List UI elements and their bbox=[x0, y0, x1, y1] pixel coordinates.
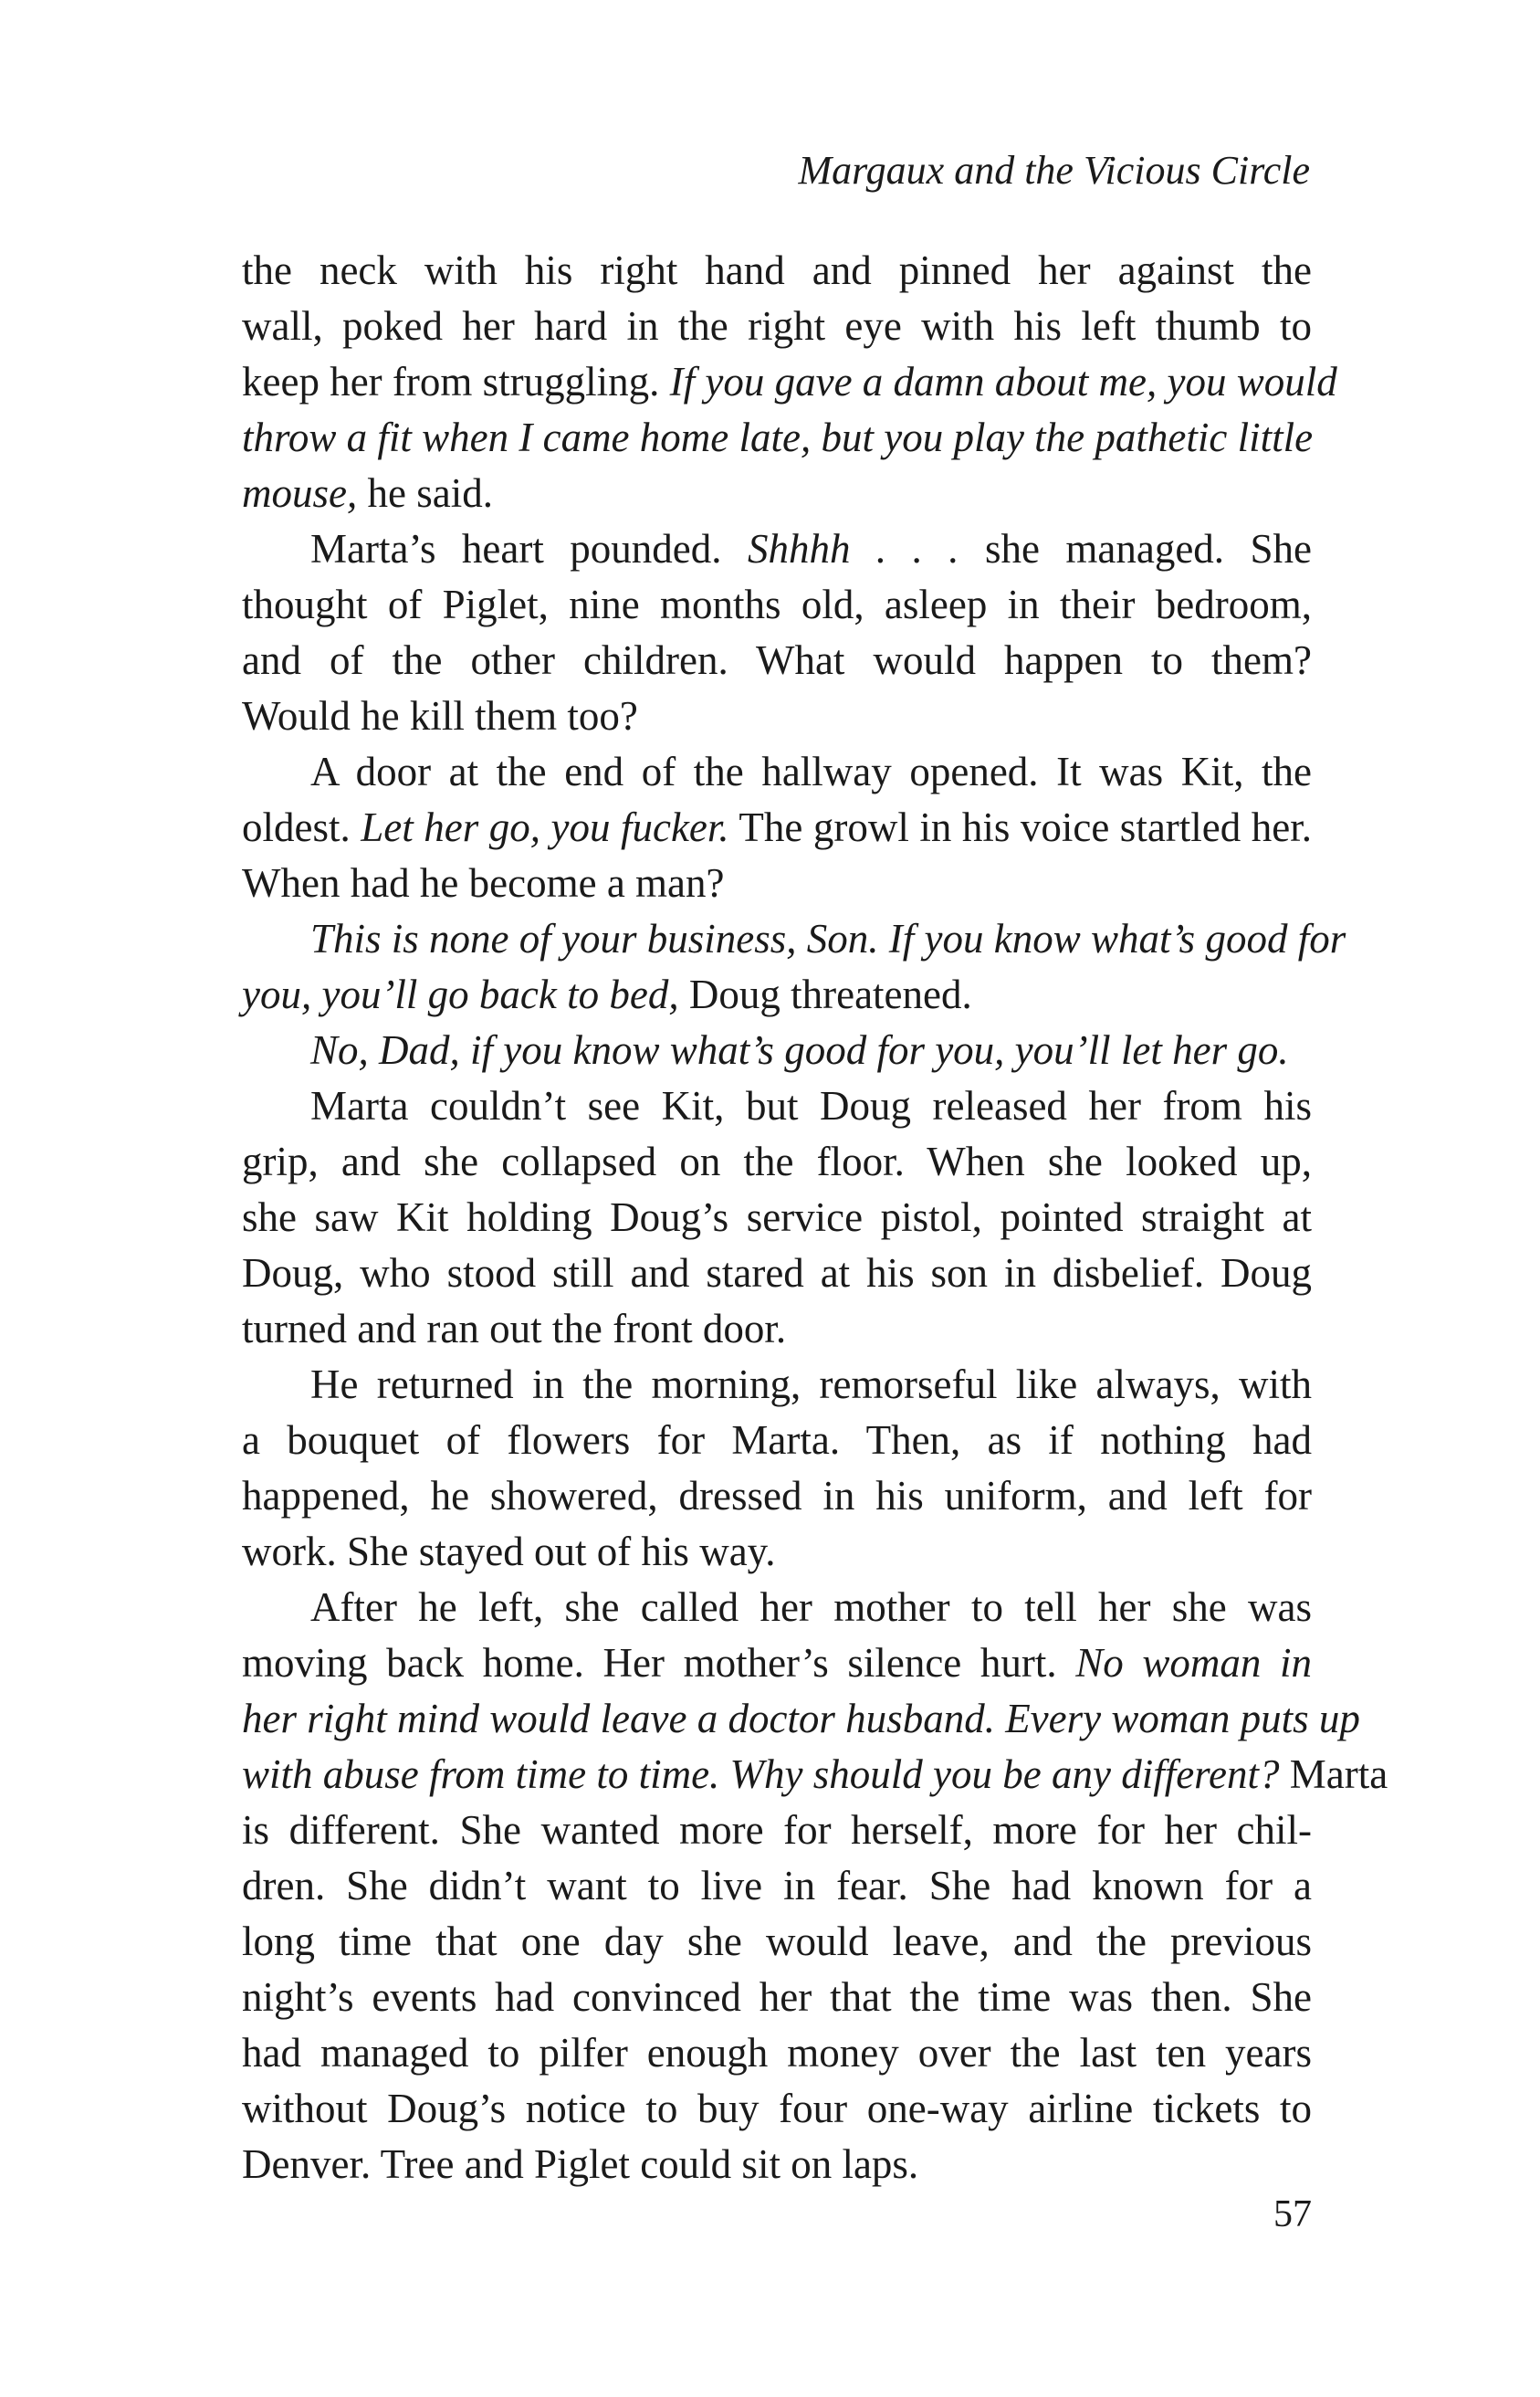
text-line bbox=[242, 911, 1346, 967]
text-line bbox=[242, 800, 1312, 856]
body-text bbox=[242, 243, 1388, 2192]
text-run: After he left, she called her mother to tell her she was bbox=[310, 1584, 1312, 1630]
text-run: and of the other children. What would happen to them? bbox=[242, 637, 1312, 683]
text-run: Denver. Tree and Piglet could sit on laps. bbox=[242, 2141, 919, 2187]
text-run: Doug, who stood still and stared at his son in disbelief. Doug bbox=[242, 1250, 1312, 1296]
text-run: she saw Kit holding Doug’s service pistol, pointed straight at bbox=[242, 1194, 1312, 1240]
text-line bbox=[242, 1301, 1312, 1357]
text-line bbox=[242, 689, 1312, 744]
text-line bbox=[242, 1524, 1312, 1580]
text-line bbox=[242, 577, 1312, 633]
text-line bbox=[242, 1413, 1312, 1468]
text-run: had managed to pilfer enough money over the last ten years bbox=[242, 2030, 1312, 2076]
text-run: without Doug’s notice to buy four one-way airline tickets to bbox=[242, 2086, 1312, 2131]
text-run: thought of Piglet, nine months old, asleep in their bedroom, bbox=[242, 582, 1312, 627]
text-run: oldest. bbox=[242, 804, 361, 850]
text-run: Marta couldn’t see Kit, but Doug released her from his bbox=[310, 1083, 1312, 1129]
text-run: long time that one day she would leave, and the previous bbox=[242, 1919, 1312, 1964]
text-line bbox=[242, 1803, 1312, 1858]
text-line bbox=[242, 1134, 1312, 1190]
page-number: 57 bbox=[1273, 2193, 1312, 2235]
text-run: When had he become a man? bbox=[242, 860, 725, 906]
text-run: he said. bbox=[357, 470, 493, 516]
text-line bbox=[242, 1747, 1388, 1803]
text-line bbox=[242, 1914, 1312, 1970]
text-run: dren. She didn’t want to live in fear. She had known for a bbox=[242, 1863, 1312, 1908]
italic-text: No, Dad, if you know what’s good for you, you’ll let her go. bbox=[310, 1027, 1289, 1073]
text-run: The growl in his voice startled her. bbox=[728, 804, 1312, 850]
text-line bbox=[242, 967, 1312, 1023]
text-run: Marta’s heart pounded. bbox=[310, 526, 748, 572]
text-line bbox=[242, 633, 1312, 689]
text-line bbox=[242, 1580, 1312, 1635]
text-line bbox=[242, 2137, 1312, 2192]
text-line bbox=[242, 1970, 1312, 2025]
italic-text: her right mind would leave a doctor husband. Every woman puts up bbox=[242, 1696, 1360, 1741]
italic-text: Shhhh . . . bbox=[747, 526, 959, 572]
italic-text: This is none of your business, Son. If you know what’s good for bbox=[310, 916, 1346, 962]
text-line bbox=[242, 1078, 1312, 1134]
text-line bbox=[242, 1691, 1360, 1747]
text-line bbox=[242, 1635, 1312, 1691]
text-run: work. She stayed out of his way. bbox=[242, 1529, 776, 1574]
running-head: Margaux and the Vicious Circle bbox=[798, 148, 1310, 193]
text-line bbox=[242, 2025, 1312, 2081]
text-run: a bouquet of flowers for Marta. Then, as if nothing had bbox=[242, 1417, 1312, 1463]
text-line bbox=[242, 1023, 1312, 1078]
italic-text: with abuse from time to time. Why should you be any different? bbox=[242, 1751, 1280, 1797]
text-line bbox=[242, 856, 1312, 911]
text-line bbox=[242, 1858, 1312, 1914]
italic-text: throw a fit when I came home late, but you play the pathetic little bbox=[242, 415, 1314, 460]
text-run: happened, he showered, dressed in his uniform, and left for bbox=[242, 1473, 1312, 1519]
text-line bbox=[242, 1468, 1312, 1524]
text-run: night’s events had convinced her that the time was then. She bbox=[242, 1974, 1312, 2020]
text-run: grip, and she collapsed on the floor. When she looked up, bbox=[242, 1139, 1312, 1184]
text-line bbox=[242, 521, 1312, 577]
italic-text: If you gave a damn about me, you would bbox=[669, 359, 1337, 405]
text-line bbox=[242, 354, 1337, 410]
text-run: she managed. She bbox=[959, 526, 1312, 572]
text-line bbox=[242, 410, 1312, 466]
text-run: Doug threatened. bbox=[678, 972, 972, 1017]
text-line bbox=[242, 1246, 1312, 1301]
text-run: A door at the end of the hallway opened. It was Kit, the bbox=[310, 749, 1312, 794]
text-line bbox=[242, 1190, 1312, 1246]
text-line bbox=[242, 2081, 1312, 2137]
text-run: Marta bbox=[1279, 1751, 1388, 1797]
text-run: He returned in the morning, remorseful like always, with bbox=[310, 1361, 1312, 1407]
text-line bbox=[242, 299, 1312, 354]
text-line bbox=[242, 744, 1312, 800]
text-run: is different. She wanted more for herself, more for her chil- bbox=[242, 1807, 1312, 1853]
text-line bbox=[242, 243, 1312, 299]
text-run: moving back home. Her mother’s silence hurt. bbox=[242, 1640, 1076, 1686]
text-run: Would he kill them too? bbox=[242, 693, 638, 739]
italic-text: mouse, bbox=[242, 470, 358, 516]
italic-text: you, you’ll go back to bed, bbox=[242, 972, 679, 1017]
text-run: the neck with his right hand and pinned her against the bbox=[242, 247, 1312, 293]
italic-text: No woman in bbox=[1075, 1640, 1312, 1686]
text-line bbox=[242, 466, 1312, 521]
text-run: wall, poked her hard in the right eye with his left thumb to bbox=[242, 303, 1312, 349]
italic-text: Let her go, you fucker. bbox=[361, 804, 729, 850]
text-line bbox=[242, 1357, 1312, 1413]
text-run: turned and ran out the front door. bbox=[242, 1306, 787, 1351]
text-run: keep her from struggling. bbox=[242, 359, 670, 405]
